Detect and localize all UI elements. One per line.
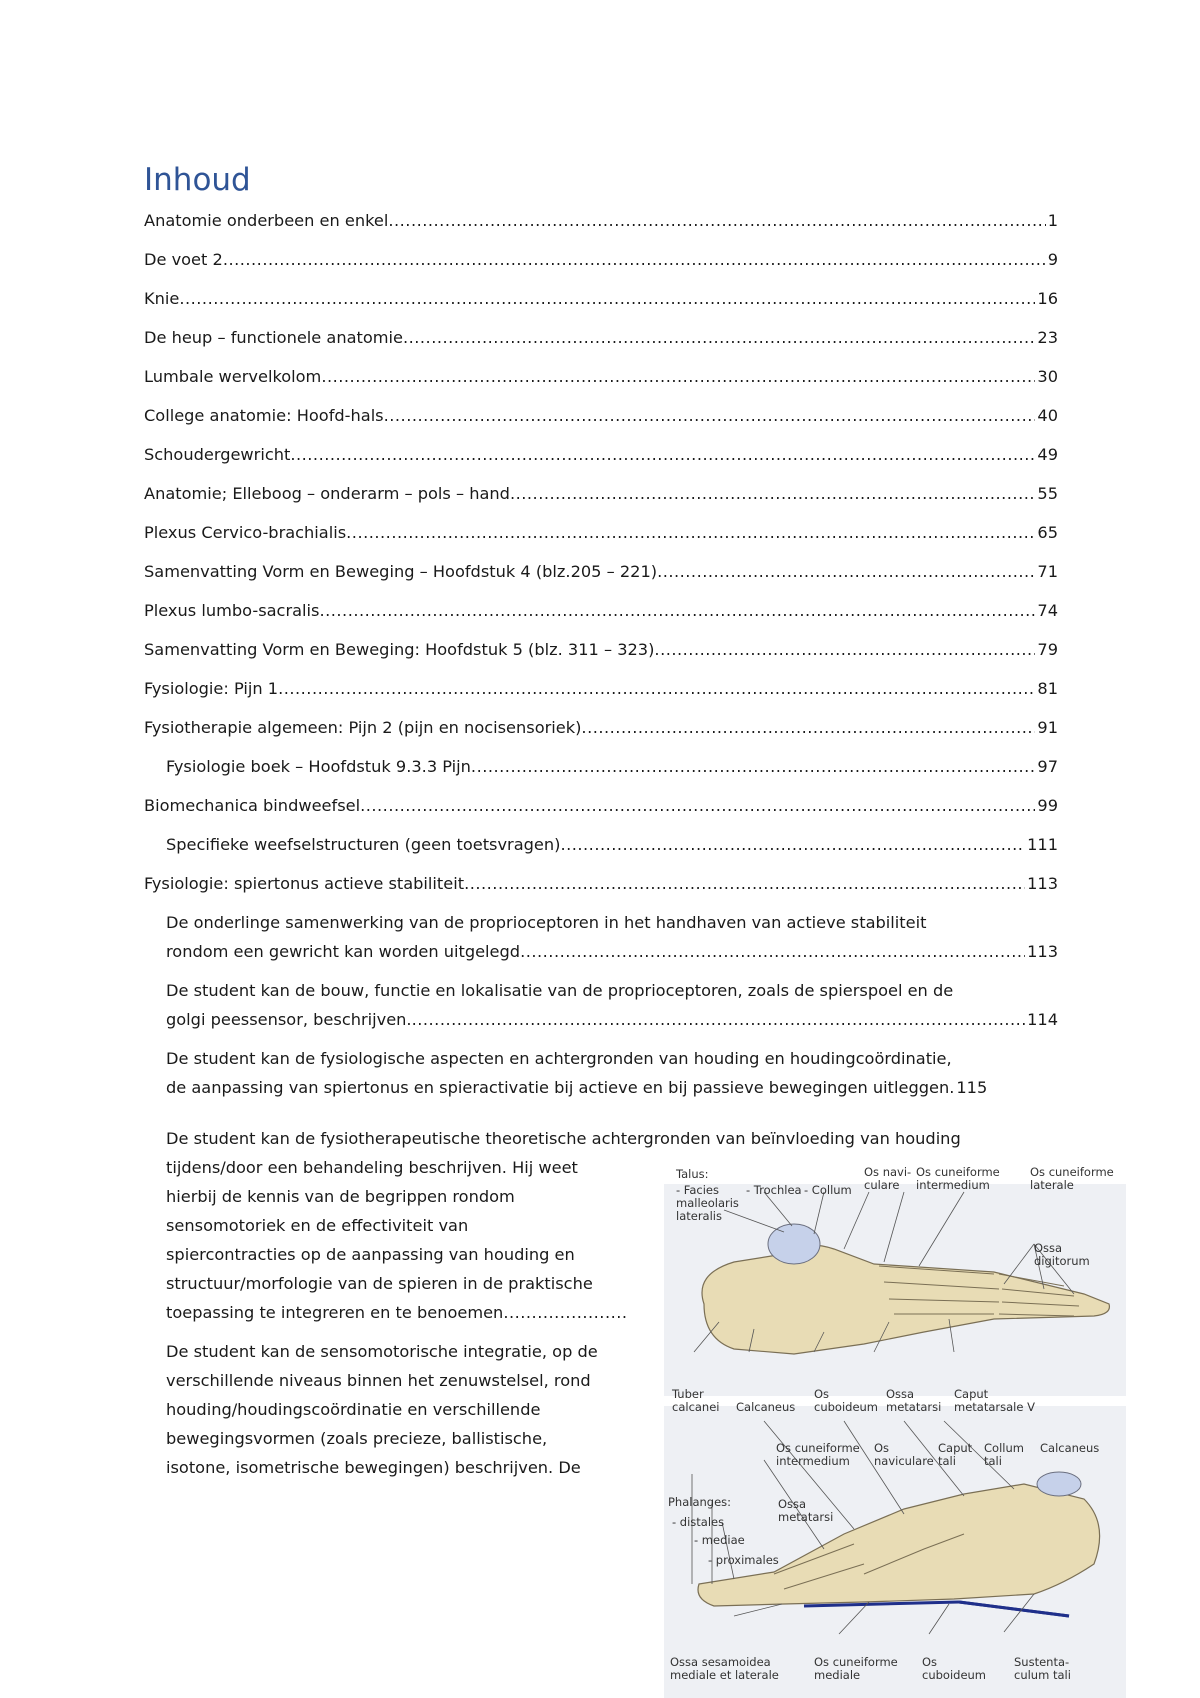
label-calcanei: calcanei [672, 1400, 720, 1414]
wrapped-text [166, 1153, 666, 1492]
dot-leader [290, 440, 1035, 469]
label-cuboideum: cuboideum [814, 1400, 879, 1414]
toc-entry-title: Anatomie; Elleboog – onderarm – pols – hand [144, 484, 510, 503]
toc-entry-page: 30 [1037, 367, 1058, 386]
dot-leader [384, 401, 1036, 430]
label-malleolaris: malleolaris [676, 1196, 739, 1210]
label-proximales: - proximales [708, 1553, 779, 1567]
toc-entry-title: College anatomie: Hoofd-hals [144, 406, 384, 425]
toc-entry-title: Fysiotherapie algemeen: Pijn 2 (pijn en nocisensoriek) [144, 718, 582, 737]
label-os-cuneiforme-laterale: Os cuneiforme [1030, 1165, 1114, 1179]
toc-entry-page: 1 [1047, 211, 1058, 230]
dot-leader [179, 284, 1035, 313]
dot-leader: ...................... [503, 1303, 628, 1322]
toc-entry-title: De voet 2 [144, 250, 223, 269]
toc-entry[interactable] [144, 206, 1058, 235]
dot-leader [319, 596, 1035, 625]
toc-entry[interactable] [144, 596, 1058, 625]
toc-entry-page: 65 [1037, 523, 1058, 542]
label-tali-2: tali [984, 1454, 1002, 1468]
label-os-2: Os [874, 1441, 890, 1455]
label-metatarsi-2: metatarsi [778, 1510, 834, 1524]
table-of-contents [144, 206, 1058, 1112]
label-culum-tali: culum tali [1014, 1668, 1071, 1682]
toc-entry[interactable] [144, 557, 1058, 586]
text-line [166, 1298, 666, 1327]
toc-entry-title: Biomechanica bindweefsel [144, 796, 361, 815]
text-fragment: toepassing te integreren en te benoemen [166, 1303, 504, 1322]
toc-entry[interactable] [144, 1044, 1058, 1102]
toc-entry-title: Fysiologie: Pijn 1 [144, 679, 279, 698]
toc-entry-title-line2 [166, 1073, 1058, 1102]
toc-entry-title-text: golgi peessensor, beschrijven. [166, 1010, 412, 1029]
dot-leader [560, 830, 1025, 859]
text-line: verschillende niveaus binnen het zenuwstelsel, rond [166, 1371, 591, 1390]
toc-entry-title: Schoudergewricht [144, 445, 291, 464]
toc-entry-title: Plexus lumbo-sacralis [144, 601, 320, 620]
label-naviculare: naviculare [874, 1454, 934, 1468]
label-phalanges: Phalanges: [668, 1495, 732, 1509]
toc-entry[interactable] [144, 752, 1058, 781]
toc-entry[interactable] [144, 635, 1058, 664]
paragraph-1 [166, 1153, 666, 1327]
toc-entry[interactable] [144, 976, 1058, 1034]
toc-entry-page: 16 [1037, 289, 1058, 308]
toc-entry-page: 113 [1027, 874, 1058, 893]
text-line: De student kan de sensomotorische integratie, op de [166, 1342, 598, 1361]
text-line: spiercontracties op de aanpassing van houding en [166, 1245, 575, 1264]
dot-leader [360, 791, 1035, 820]
dot-leader [278, 674, 1035, 703]
label-metatarsi: metatarsi [886, 1400, 942, 1414]
label-os-cuneiforme-intermedium-2: Os cuneiforme [776, 1441, 860, 1455]
toc-entry-page: 113 [1027, 942, 1058, 961]
label-os-naviculare: Os navi- [864, 1165, 912, 1179]
toc-entry-title-text: rondom een gewricht kan worden uitgelegd [166, 942, 521, 961]
text-line: isotone, isometrische bewegingen) beschrijven. De [166, 1458, 581, 1477]
label-mediae: - mediae [694, 1533, 745, 1547]
label-intermedium: intermedium [916, 1178, 990, 1192]
toc-entry[interactable] [144, 362, 1058, 391]
toc-entry-page: 114 [1027, 1010, 1058, 1029]
dot-leader [581, 713, 1035, 742]
toc-entry-page: 74 [1037, 601, 1058, 620]
text-line: houding/houdingscoördinatie en verschillende [166, 1400, 541, 1419]
toc-entry-title-line1: De student kan de fysiologische aspecten en achtergronden van houding en houdingcoördinatie, [166, 1049, 952, 1068]
label-tuber: Tuber [672, 1387, 704, 1401]
toc-entry[interactable] [144, 713, 1058, 742]
label-laterale: laterale [1030, 1178, 1074, 1192]
label-caput-tali: Caput [938, 1441, 973, 1455]
toc-entry-page: 49 [1037, 445, 1058, 464]
label-distales: - distales [672, 1515, 725, 1529]
label-ossa: Ossa [1034, 1241, 1063, 1255]
toc-entry-title: De heup – functionele anatomie [144, 328, 403, 347]
dot-leader [412, 1005, 1026, 1034]
dot-leader [464, 869, 1025, 898]
page-title: Inhoud [144, 162, 251, 198]
text-line: tijdens/door een behandeling beschrijven. Hij weet [166, 1158, 578, 1177]
toc-entry[interactable] [144, 908, 1058, 966]
toc-entry-title: Samenvatting Vorm en Beweging – Hoofdstuk 4 (blz.205 – 221) [144, 562, 658, 581]
toc-entry-title: Knie [144, 289, 180, 308]
label-os-cuneiforme-intermedium: Os cuneiforme [916, 1165, 1000, 1179]
toc-entry[interactable] [144, 518, 1058, 547]
toc-entry-page: 115 [956, 1078, 988, 1097]
label-mediale-et-laterale: mediale et laterale [670, 1668, 779, 1682]
toc-entry-title-line1: De onderlinge samenwerking van de proprioceptoren in het handhaven van actieve stabiliteit [166, 913, 927, 932]
dot-leader [471, 752, 1035, 781]
toc-entry-page: 97 [1037, 757, 1058, 776]
label-metatarsale-v: metatarsale V [954, 1400, 1035, 1414]
toc-entry-title: Anatomie onderbeen en enkel [144, 211, 389, 230]
toc-entry[interactable] [144, 284, 1058, 313]
label-intermedium-2: intermedium [776, 1454, 850, 1468]
toc-entry[interactable] [144, 401, 1058, 430]
toc-entry[interactable] [144, 791, 1058, 820]
dot-leader [321, 362, 1035, 391]
toc-entry[interactable] [144, 830, 1058, 859]
toc-entry-title-line2 [166, 1005, 1058, 1034]
toc-entry-page: 71 [1037, 562, 1058, 581]
toc-entry-title: Specifieke weefselstructuren (geen toetsvragen) [166, 835, 561, 854]
label-collum: - Collum [804, 1183, 852, 1197]
toc-entry[interactable] [144, 479, 1058, 508]
text-line: sensomotoriek en de effectiviteit van [166, 1216, 469, 1235]
label-sustentaculum: Sustenta- [1014, 1655, 1070, 1669]
toc-entry-title: Plexus Cervico-brachialis [144, 523, 347, 542]
toc-entry-page: 99 [1037, 796, 1058, 815]
text-line: bewegingsvormen (zoals precieze, ballistische, [166, 1429, 548, 1448]
toc-entry-title-line1: De student kan de bouw, functie en lokalisatie van de proprioceptoren, zoals de spierspoel en de [166, 981, 954, 1000]
toc-entry-page: 40 [1037, 406, 1058, 425]
toc-entry-title: Fysiologie: spiertonus actieve stabiliteit [144, 874, 465, 893]
label-ossa-metatarsi-2: Ossa [778, 1497, 807, 1511]
label-trochlea: - Trochlea [746, 1183, 802, 1197]
label-ossa-metatarsi: Ossa [886, 1387, 915, 1401]
toc-entry[interactable] [144, 245, 1058, 274]
label-lateralis: lateralis [676, 1209, 722, 1223]
label-mediale: mediale [814, 1668, 861, 1682]
toc-entry-page: 81 [1037, 679, 1058, 698]
label-digitorum: digitorum [1034, 1254, 1090, 1268]
toc-entry-page: 55 [1037, 484, 1058, 503]
text-line: hierbij de kennis van de begrippen rondom [166, 1187, 515, 1206]
dot-leader [654, 635, 1035, 664]
label-facies: - Facies [676, 1183, 719, 1197]
label-calcaneus-2: Calcaneus [1040, 1441, 1100, 1455]
foot-skeleton-figure [664, 1154, 1126, 1698]
toc-entry[interactable] [144, 323, 1058, 352]
toc-entry-title: Fysiologie boek – Hoofdstuk 9.3.3 Pijn [166, 757, 471, 776]
dot-leader [520, 937, 1025, 966]
toc-entry[interactable] [144, 869, 1058, 898]
toc-entry-title-text: de aanpassing van spiertonus en spieractivatie bij actieve en bij passieve bewegingen uitleggen. [166, 1078, 955, 1097]
toc-entry-page: 91 [1037, 718, 1058, 737]
label-cuboideum-2: cuboideum [922, 1668, 987, 1682]
toc-entry-page: 23 [1037, 328, 1058, 347]
dot-leader [403, 323, 1035, 352]
label-ossa-sesamoidea: Ossa sesamoidea [670, 1655, 771, 1669]
dot-leader [223, 245, 1046, 274]
label-os: Os [814, 1387, 830, 1401]
label-os-3: Os [922, 1655, 938, 1669]
label-talus: Talus: [676, 1167, 709, 1181]
toc-entry-title: Lumbale wervelkolom [144, 367, 322, 386]
dot-leader [388, 206, 1045, 235]
label-os-cuneiforme-mediale: Os cuneiforme [814, 1655, 898, 1669]
label-collum-tali: Collum [984, 1441, 1024, 1455]
toc-entry-page: 79 [1037, 640, 1058, 659]
toc-entry[interactable] [144, 440, 1058, 469]
dot-leader [510, 479, 1035, 508]
toc-entry-title: Samenvatting Vorm en Beweging: Hoofdstuk 5 (blz. 311 – 323) [144, 640, 655, 659]
toc-entry[interactable] [144, 674, 1058, 703]
label-caput: Caput [954, 1387, 989, 1401]
toc-entry-title-line2 [166, 937, 1058, 966]
dot-leader [346, 518, 1035, 547]
label-culare: culare [864, 1178, 900, 1192]
paragraph-2 [166, 1337, 666, 1482]
toc-entry-page: 9 [1047, 250, 1058, 269]
toc-entry-text: De student kan de fysiotherapeutische theoretische achtergronden van beïnvloeding van houding [166, 1129, 961, 1148]
dot-leader [657, 557, 1035, 586]
label-calcaneus: Calcaneus [736, 1400, 796, 1414]
foot-bones-illustration [664, 1154, 1126, 1698]
toc-entry-page: 111 [1027, 835, 1058, 854]
label-tali: tali [938, 1454, 956, 1468]
text-line: structuur/morfologie van de spieren in de praktische [166, 1274, 593, 1293]
